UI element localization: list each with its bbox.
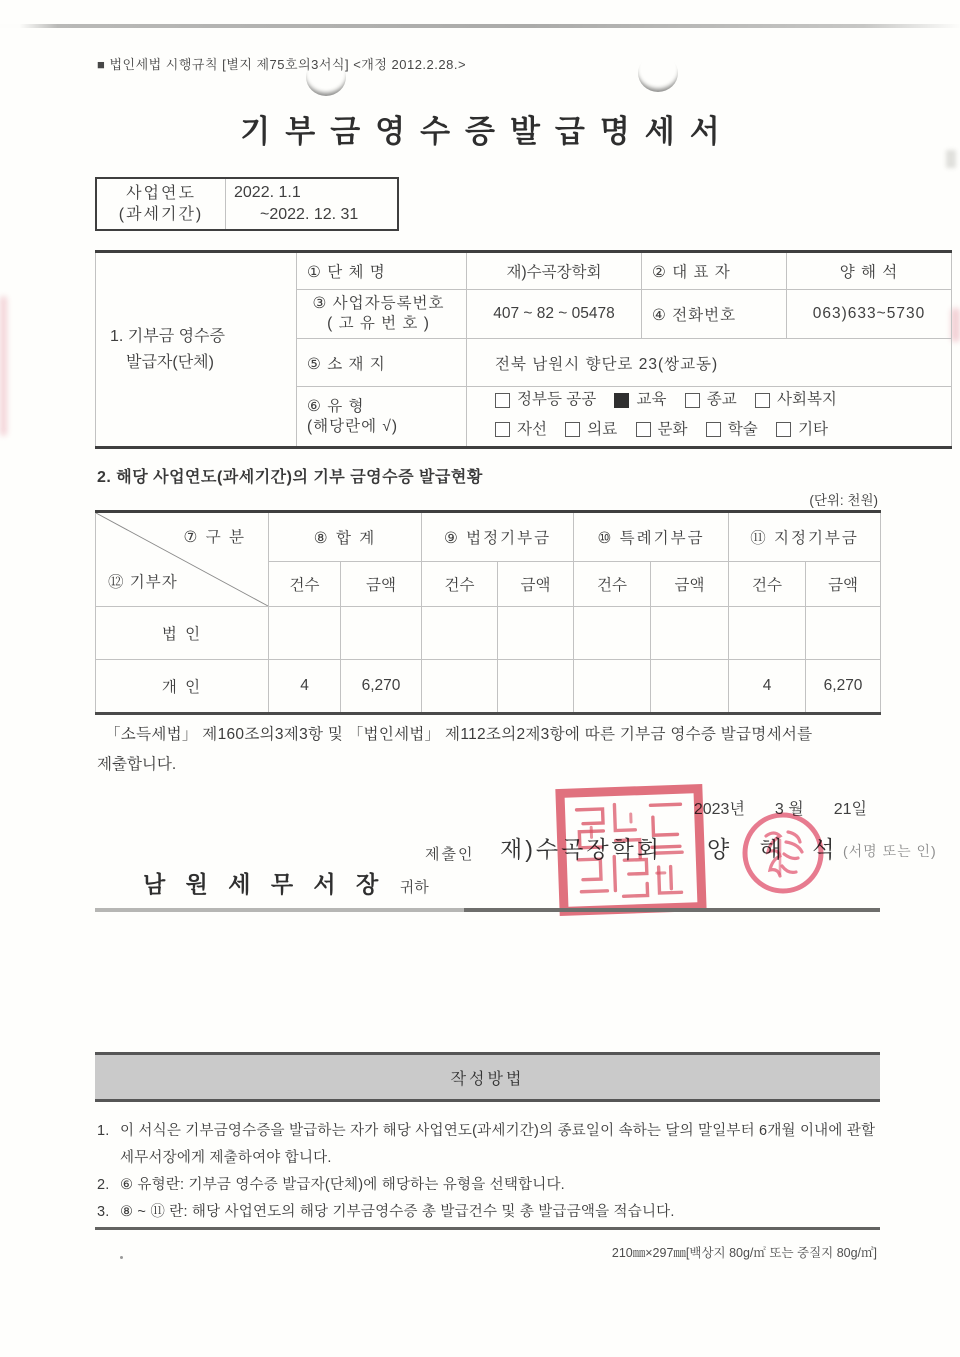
issuance-section-title: 2. 해당 사업연도(과세기간)의 기부 금영수증 발급현황: [97, 469, 483, 486]
checkbox-icon: [495, 393, 510, 408]
type-option: [776, 417, 828, 443]
representative-label: ② 대 표 자: [642, 252, 787, 290]
hole-punch-icon: [638, 54, 678, 92]
type-option-label: 자선: [517, 420, 547, 438]
address-value: 전북 남원시 향단로 23(쌍교동): [467, 339, 952, 387]
type-option: [565, 417, 617, 443]
cell: [269, 607, 341, 660]
organization-seal-stamp: [554, 783, 708, 916]
business-year-label: [97, 179, 226, 229]
checkbox-icon: [614, 393, 629, 408]
group-header-statutory: ⑨ 법정기부금: [422, 512, 574, 562]
table-row-individual: [96, 660, 881, 714]
subheader-count: 건수: [574, 562, 651, 607]
cell: [341, 607, 422, 660]
horizontal-rule: [95, 1227, 880, 1230]
type-option: [706, 417, 758, 443]
ink-smudge-artifact: [951, 308, 960, 342]
group-header-special: ⑩ 특례기부금: [574, 512, 729, 562]
cell: 6,270: [341, 660, 422, 714]
name-seal-stamp: [740, 810, 826, 896]
instruction-number: 3.: [97, 1204, 110, 1220]
instructions-header: 작성방법: [95, 1052, 880, 1102]
instruction-text: 이 서식은 기부금영수증을 발급하는 자가 해당 사업연도(과세기간)의 종료일이 속하는 달의 말일부터 6개월 이내에 관할세무서장에게 제출하여야 합니다.: [120, 1123, 876, 1166]
checkbox-icon: [685, 393, 700, 408]
group-header-total: ⑧ 합 계: [269, 512, 422, 562]
type-option-label: 사회복지: [777, 391, 837, 408]
type-option-label: 정부등 공공: [517, 391, 597, 408]
date-year: 2023년: [693, 801, 745, 818]
registration-number-label-line1: ③ 사업자등록번호: [312, 295, 445, 312]
checkbox-icon: [776, 422, 791, 437]
type-option-label: 기타: [798, 420, 829, 438]
ink-smudge-artifact: [0, 296, 7, 436]
date-month: 3 월: [774, 801, 804, 818]
declaration-line1: 「소득세법」 제160조의3제3항 및 「법인세법」 제112조의2제3항에 따른 기부금 영수증 발급명세서를: [105, 726, 813, 743]
business-year-box: [95, 177, 399, 231]
instruction-text: ⑧ ~ ⑪ 란: 해당 사업연도의 해당 기부금영수증 총 발급건수 및 총 발급금액을 적습니다.: [120, 1204, 675, 1220]
type-option-label: 종교: [706, 391, 737, 408]
type-option: [614, 387, 666, 413]
registration-number-label-line2: ( 고 유 번 호 ): [327, 315, 430, 332]
date-day: 21일: [833, 801, 867, 818]
phone-label: ④ 전화번호: [642, 290, 787, 339]
subheader-amount: 금액: [341, 562, 422, 607]
cell: [498, 607, 574, 660]
instruction-item: [97, 1172, 877, 1199]
declaration-paragraph: [97, 720, 875, 780]
instructions-list: [97, 1118, 877, 1226]
corner-top-label: ⑦ 구 분: [183, 529, 246, 546]
business-year-label-line1: 사업연도: [126, 185, 196, 202]
submitter-organization: 재)수곡장학회: [500, 836, 662, 862]
type-label-line2: (해당란에 √): [307, 417, 399, 435]
type-option: [495, 387, 596, 413]
submitter-name: 양 해 석: [707, 836, 847, 862]
phone-value: 063)633~5730: [787, 290, 952, 339]
corner-bottom-label: ⑫ 기부자: [108, 574, 178, 591]
declaration-line2: 제출합니다.: [97, 756, 177, 773]
business-year-value: [226, 179, 397, 229]
type-option: [685, 387, 737, 413]
cell: 6,270: [806, 660, 881, 714]
type-label-line1: ⑥ 유 형: [307, 397, 365, 415]
submitter-label: 제출인: [425, 846, 475, 863]
page-title: 기부금영수증발급명세서: [240, 114, 735, 149]
recipient-suffix: 귀하: [399, 879, 429, 896]
paper-spec-note: 210㎜×297㎜[백상지 80g/㎡ 또는 중질지 80g/㎡]: [611, 1246, 877, 1260]
issuer-table: [95, 250, 952, 449]
cell: [651, 607, 729, 660]
instruction-number: 2.: [97, 1177, 110, 1193]
subheader-count: 건수: [729, 562, 806, 607]
unit-note: (단위: 천원): [809, 493, 878, 508]
cell: 4: [269, 660, 341, 714]
org-name-value: 재)수곡장학회: [467, 252, 642, 290]
issuer-section-title-line1: 1. 기부금 영수증: [110, 327, 225, 345]
subheader-count: 건수: [422, 562, 498, 607]
checkbox-icon: [495, 422, 510, 437]
org-name-label: ① 단 체 명: [297, 252, 467, 290]
row-label: 개 인: [96, 660, 269, 714]
recipient-name: 남 원 세 무 서 장: [143, 871, 386, 897]
cell: 4: [729, 660, 806, 714]
business-year-label-line2: (과세기간): [118, 206, 204, 223]
type-option-label: 학술: [727, 420, 758, 438]
subheader-amount: 금액: [498, 562, 574, 607]
registration-number-value: 407 ~ 82 ~ 05478: [467, 290, 642, 339]
registration-number-label: [297, 290, 467, 339]
form-reference: ■ 법인세법 시행규칙 [별지 제75호의3서식] <개정 2012.2.28.>: [97, 57, 467, 72]
cell: [651, 660, 729, 714]
checkbox-icon: [636, 422, 651, 437]
checkbox-icon: [565, 422, 580, 437]
instruction-text: ⑥ 유형란: 기부금 영수증 발급자(단체)에 해당하는 유형을 선택합니다.: [120, 1177, 565, 1193]
business-year-end: ~2022. 12. 31: [260, 206, 359, 223]
business-year-start: 2022. 1.1: [234, 184, 301, 201]
issuer-section-title-line2: 발급자(단체): [126, 353, 214, 371]
type-label: [297, 387, 467, 448]
type-option-label: 문화: [657, 420, 688, 438]
issuer-section-title: [96, 252, 297, 448]
type-option-label: 의료: [587, 420, 618, 438]
signature-note: (서명 또는 인): [843, 843, 937, 859]
cell: [422, 660, 498, 714]
row-label: 법 인: [96, 607, 269, 660]
type-option: [755, 387, 837, 413]
type-option: [636, 417, 688, 443]
issuance-table: [95, 510, 881, 715]
recipient-line: [143, 866, 429, 899]
instruction-number: 1.: [97, 1123, 110, 1139]
subheader-count: 건수: [269, 562, 341, 607]
cell: [422, 607, 498, 660]
type-option: [495, 417, 547, 443]
cell: [729, 607, 806, 660]
cell: [574, 607, 651, 660]
horizontal-rule: [95, 908, 880, 912]
subheader-amount: 금액: [806, 562, 881, 607]
address-label: ⑤ 소 재 지: [297, 339, 467, 387]
checkbox-icon: [755, 393, 770, 408]
table-row-corporate: [96, 607, 881, 660]
cell: [574, 660, 651, 714]
representative-value: 양 해 석: [787, 252, 952, 290]
cell: [498, 660, 574, 714]
checkbox-icon: [706, 422, 721, 437]
scan-smudge-artifact: [946, 150, 956, 168]
scan-edge-artifact: [0, 24, 960, 28]
corner-cell: [96, 512, 269, 607]
type-options: [467, 387, 952, 448]
cell: [806, 607, 881, 660]
subheader-amount: 금액: [651, 562, 729, 607]
type-option-label: 교육: [636, 391, 667, 408]
group-header-designated: ⑪ 지정기부금: [729, 512, 881, 562]
instruction-item: [97, 1118, 877, 1172]
instruction-item: [97, 1199, 877, 1226]
